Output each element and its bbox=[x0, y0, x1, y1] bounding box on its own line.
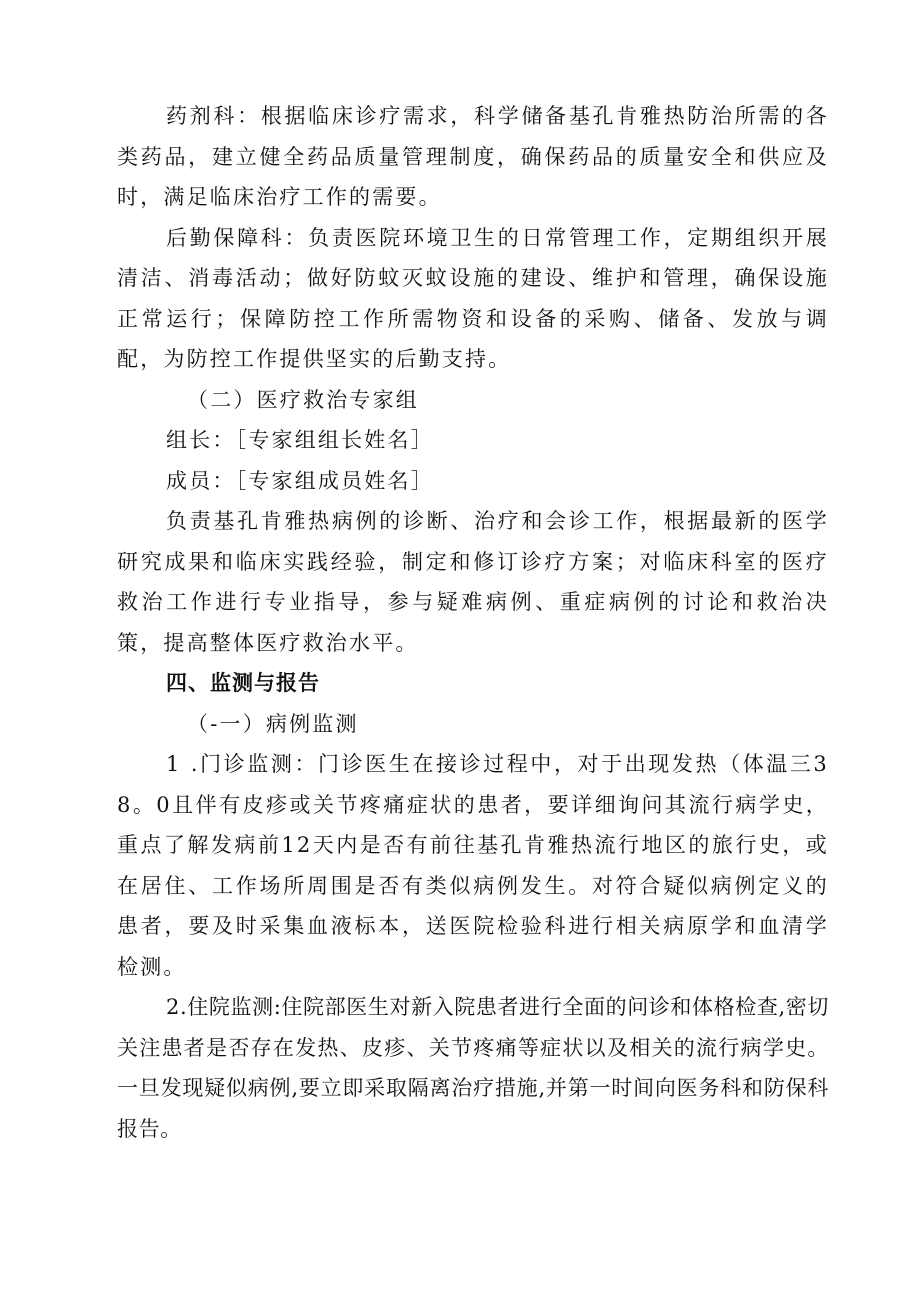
pharmacy-paragraph: 药剂科：根据临床诊疗需求，科学储备基孔肯雅热防治所需的各类药品，建立健全药品质量管理制度，确保药品的质量安全和供应及时，满足临床治疗工作的需要。 bbox=[117, 104, 829, 209]
inpatient-monitoring-paragraph: 2.住院监测:住院部医生对新入院患者进行全面的问诊和体格检查,密切关注患者是否存在发热、皮疹、关节疼痛等症状以及相关的流行病学史。一旦发现疑似病例,要立即采取隔离治疗措施,并第一时间向医务科和防保科报告。 bbox=[117, 995, 829, 1141]
logistics-paragraph: 后勤保障科：负责医院环境卫生的日常管理工作，定期组织开展清洁、消毒活动；做好防蚊灭蚊设施的建设、维护和管理，确保设施正常运行；保障防控工作所需物资和设备的采购、储备、发放与调配，为防控工作提供坚实的后勤支持。 bbox=[117, 225, 829, 371]
expert-duties-paragraph: 负责基孔肯雅热病例的诊断、治疗和会诊工作，根据最新的医学研究成果和临床实践经验，制定和修订诊疗方案；对临床科室的医疗救治工作进行专业指导，参与疑难病例、重症病例的讨论和救治决策，提高整体医疗救治水平。 bbox=[117, 509, 829, 655]
expert-group-title: （二）医疗救治专家组 bbox=[187, 387, 419, 412]
document-body bbox=[117, 96, 829, 1149]
section-four-heading: 四、监测与报告 bbox=[166, 671, 320, 695]
group-leader-line: 组长：［专家组组长姓名］ bbox=[166, 428, 434, 452]
group-members-line: 成员：［专家组成员姓名］ bbox=[166, 468, 434, 493]
case-monitoring-title: （-一）病例监测 bbox=[187, 711, 359, 736]
outpatient-monitoring-paragraph: 1 .门诊监测：门诊医生在接诊过程中，对于出现发热（体温三38。0且伴有皮疹或关节疼痛症状的患者，要详细询问其流行病学史，重点了解发病前12天内是否有前往基孔肯雅热流行地区的旅行史，或在居住、工作场所周围是否有类似病例发生。对符合疑似病例定义的患者，要及时采集血液标本，送医院检验科进行相关病原学和血清学检测。 bbox=[117, 752, 829, 979]
